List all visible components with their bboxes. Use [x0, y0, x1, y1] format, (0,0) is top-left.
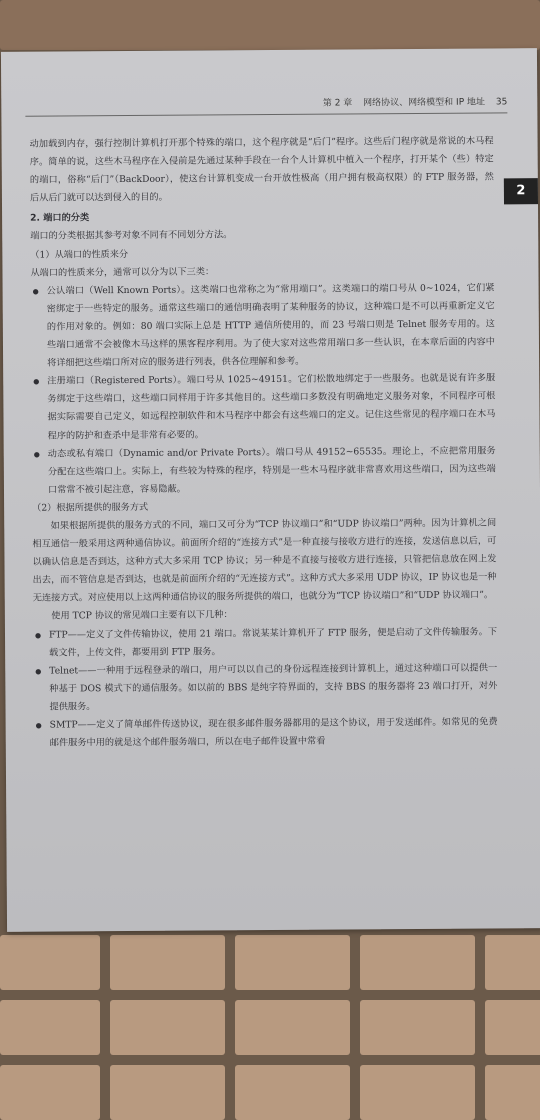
subsection-heading: （2）根据所提供的服务方式 [32, 501, 149, 514]
subsection-heading: （1）从端口的性质来分 [30, 248, 129, 261]
paragraph: 使用 TCP 协议的常见端口主要有以下几种： [51, 609, 233, 622]
bullet-item: ● 注册端口（Registered Ports）。端口号从 1025~49151。它们松散地绑定于一些服务。也就是说有许多服务绑定于这些端口，这些端口同样用于许多其他目的。这些端口多数没有明确地定义服务对象，不同程序可根据实际需要自己定义，如远程控制软件和木马程序中都会有这些端口的定义。记住这些常见的程序端口在木马程序的防护和查杀中是非常有必要的。 [31, 370, 495, 446]
section-heading: 2. 端口的分类 [30, 212, 90, 225]
page-header [25, 94, 507, 116]
bullet-item: ● 动态或私有端口（Dynamic and/or Private Ports）。端口号从 49152~65535。理论上，不应把常用服务分配在这些端口上。实际上，有些较为特殊的程序，特别是一些木马程序就非常喜欢用这些端口，因为这些端口常常不被引起注意，容易隐蔽。 [32, 442, 496, 500]
paragraph: 从端口的性质来分，通常可以分为以下三类： [30, 266, 215, 279]
chapter-tab: 2 [504, 178, 538, 204]
page-body [30, 132, 498, 752]
bullet-item: ● FTP——定义了文件传输协议，使用 21 端口。常说某某计算机开了 FTP 服务，便是启动了文件传输服务。下载文件，上传文件，都要用到 FTP 服务。 [33, 623, 497, 662]
chapter-label: 第 2 章 [322, 98, 353, 109]
page-number: 35 [495, 97, 508, 108]
book-page [1, 48, 540, 932]
paragraph: 如果根据所提供的服务方式的不同，端口又可分为“TCP 协议端口”和“UDP 协议端口”两种。因为计算机之间相互通信一般采用这两种通信协议。前面所介绍的“连接方式”是一种直接与接收方进行的连接，发送信息以后，可以确认信息是否到达，这种方式大多采用 TCP 协议；另一种是不直接与接收方进行连接，只管把信息放在网上发出去，而不管信息是否到达，也就是前面所介绍的“无连接方式”。这种方式大多采用 UDP 协议，IP 协议也是一种无连接方式。对应使用以上这两种通信协议的服务所提供的端口，也就分为“TCP 协议端口”和“UDP 协议端口”。 [32, 517, 497, 605]
paragraph-intro: 动加载到内存，强行控制计算机打开那个特殊的端口，这个程序就是“后门”程序。这些后门程序就是常说的木马程序。简单的说，这些木马程序在入侵前是先通过某种手段在一台个人计算机中植入一个程序，打开某个（些）特定的端口，俗称“后门”（BackDoor），使这台计算机变成一台开放性极高（用户拥有极高权限）的 FTP 服务器，然后从后门就可以达到侵入的目的。 [29, 135, 494, 204]
chapter-title: 网络协议、网络模型和 IP 地址 [363, 97, 486, 109]
bullet-item: ● Telnet——一种用于远程登录的端口，用户可以以自己的身份远程连接到计算机上，通过这种端口可以提供一种基于 DOS 模式下的通信服务。如以前的 BBS 是纯字符界面的，支持 BBS 的服务器将 23 端口打开，对外提供服务。 [33, 659, 497, 717]
bullet-item: ● 公认端口（Well Known Ports）。这类端口也常称之为“常用端口”。这类端口的端口号从 0~1024，它们紧密绑定于一些特定的服务。通常这些端口的通信明确表明了某种服务的协议，这种端口是不可以再重新定义它的作用对象的。例如：80 端口实际上总是 HTTP 通信所使用的，而 23 号端口则是 Telnet 服务专用的。这些端口通常不会被像木马这样的黑客程序利用。为了使大家对这些常用端口多一些认识，在本章后面的内容中将详细把这些端口所对应的服务进行列表，供各位理解和参考。 [31, 279, 496, 373]
paragraph: 端口的分类根据其参考对象不同有不同划分方法。 [30, 229, 233, 243]
bullet-item: ● SMTP——定义了简单邮件传送协议，现在很多邮件服务器都用的是这个协议，用于发送邮件。如常见的免费邮件服务中用的就是这个邮件服务端口，所以在电子邮件设置中常看 [34, 713, 498, 752]
